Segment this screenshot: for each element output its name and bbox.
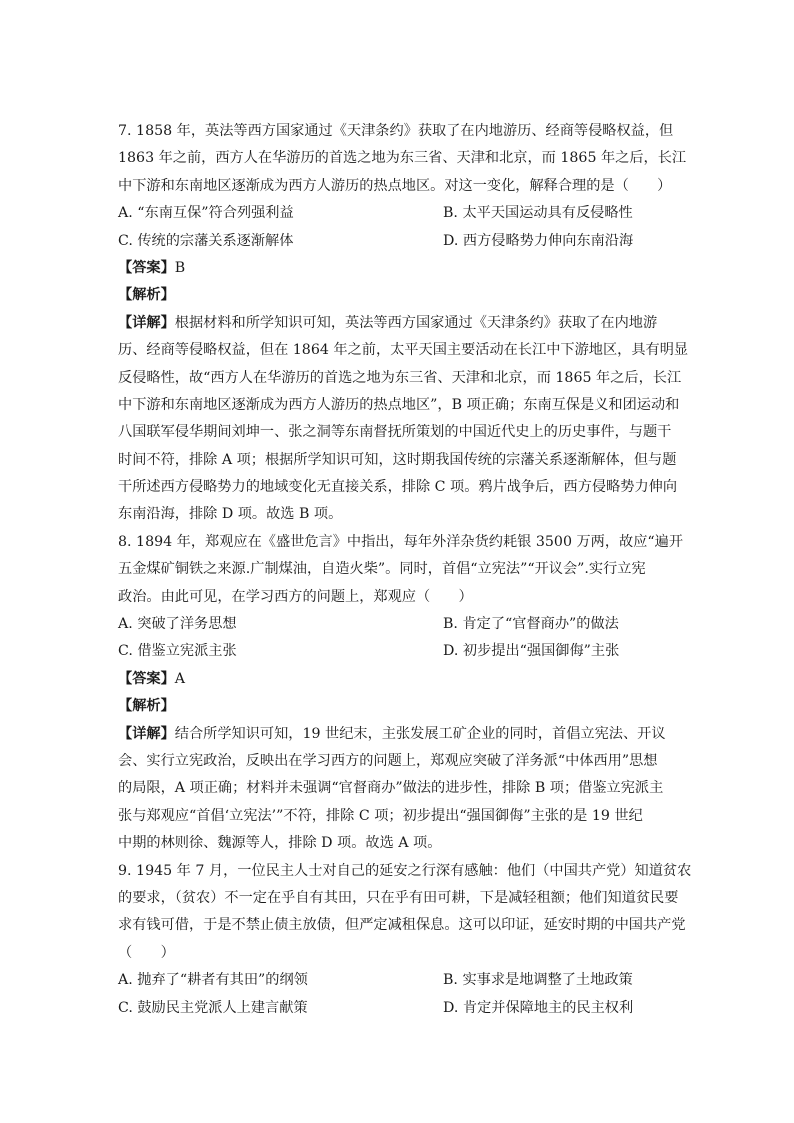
question-stem-line: 中下游和东南地区逐渐成为西方人游历的热点地区。对这一变化，解释合理的是（ ） [118, 177, 672, 194]
question-7 [118, 118, 689, 529]
question-stem-line: 五金煤矿铜铁之来源.广制煤油，自造火柴”。同时，首倡“立宪法”“开议会”.实行立宪 [118, 561, 646, 578]
options-row [118, 228, 678, 255]
options-row [118, 638, 678, 665]
answer-row [118, 666, 678, 693]
options-row [118, 967, 678, 994]
option-d: D. 西方侵略势力伸向东南沿海 [443, 232, 634, 249]
option-b: B. 肯定了“官督商办”的做法 [443, 616, 619, 633]
detail-text: 结合所学知识可知，19 世纪末，主张发展工矿企业的同时，首倡立宪法、开议 [174, 725, 666, 742]
question-stem-line: 7. 1858 年，英法等西方国家通过《天津条约》获取了在内地游历、经商等侵略权益，但 [118, 123, 674, 139]
detail-tag: 【详解】 [118, 314, 175, 331]
answer-row [118, 255, 678, 282]
option-a: A. 抛弃了“耕者有其田”的纲领 [118, 972, 308, 989]
option-c: C. 借鉴立宪派主张 [118, 643, 237, 660]
detail-line: 会、实行立宪政治，反映出在学习西方的问题上，郑观应突破了洋务派“中体西用”思想 [118, 752, 658, 769]
options-row [118, 995, 678, 1022]
analysis-tag: 【解析】 [118, 287, 175, 304]
option-b: B. 太平天国运动具有反侵略性 [443, 205, 633, 222]
option-d: D. 肯定并保障地主的民主权利 [443, 999, 634, 1016]
question-stem-line: 1863 年之前，西方人在华游历的首选之地为东三省、天津和北京，而 1865 年之后，长江 [118, 150, 687, 167]
detail-line: 八国联军侵华期间刘坤一、张之洞等东南督抚所策划的中国近代史上的历史事件，与题干 [118, 424, 672, 441]
detail-line [118, 721, 678, 748]
question-stem-line: （ ） [118, 944, 175, 961]
question-9 [118, 858, 692, 1022]
question-stem-line: 求有钱可借，于是不禁止债主放债，但严定减租保息。这可以印证，延安时期的中国共产党 [118, 917, 686, 934]
detail-line: 的局限，A 项正确；材料并未强调“官督商办”做法的进步性，排除 B 项；借鉴立宪派主 [118, 780, 664, 797]
detail-tag: 【详解】 [118, 725, 175, 742]
detail-line: 反侵略性，故“西方人在华游历的首选之地为东三省、天津和北京，而 1865 年之后，长江 [118, 369, 682, 386]
detail-line: 干所述西方侵略势力的地域变化无直接关系，排除 C 项。鸦片战争后，西方侵略势力伸向 [118, 479, 678, 496]
answer-tag: 【答案】 [118, 259, 175, 276]
analysis-row [118, 282, 678, 309]
detail-line: 中下游和东南地区逐渐成为西方人游历的热点地区”，B 项正确；东南互保是义和团运动和 [118, 396, 680, 413]
option-b: B. 实事求是地调整了土地政策 [443, 972, 633, 989]
option-a: A. 突破了洋务思想 [118, 616, 237, 633]
detail-text: 根据材料和所学知识可知，英法等西方国家通过《天津条约》获取了在内地游 [174, 314, 658, 331]
option-a: A. “东南互保”符合列强利益 [118, 205, 294, 222]
answer-tag: 【答案】 [118, 670, 175, 687]
detail-line: 东南沿海，排除 D 项。故选 B 项。 [118, 506, 343, 523]
option-c: C. 传统的宗藩关系逐渐解体 [118, 232, 294, 249]
answer-value: B [174, 259, 186, 276]
option-d: D. 初步提出“强国御侮”主张 [443, 643, 620, 660]
option-c: C. 鼓励民主党派人上建言献策 [118, 999, 308, 1016]
analysis-tag: 【解析】 [118, 698, 175, 715]
detail-line [118, 310, 678, 337]
detail-line: 中期的林则徐、魏源等人，排除 D 项。故选 A 项。 [118, 835, 442, 852]
exam-page [118, 118, 692, 1022]
detail-line: 张与郑观应“首倡‘立宪法’”不符，排除 C 项；初步提出“强国御侮”主张的是 19 世纪 [118, 807, 643, 824]
detail-line: 历、经商等侵略权益，但在 1864 年之前，太平天国主要活动在长江中下游地区，具有明显 [118, 342, 689, 359]
options-row [118, 611, 678, 638]
answer-value: A [174, 670, 186, 687]
question-stem-line: 8. 1894 年，郑观应在《盛世危言》中指出，每年外洋杂货约耗银 3500 万两，故应“遍开 [118, 533, 684, 550]
detail-line: 时间不符，排除 A 项；根据所学知识可知，这时期我国传统的宗藩关系逐渐解体，但与题 [118, 451, 677, 468]
question-stem-line: 9. 1945 年 7 月，一位民主人士对自己的延安之行深有感触：他们（中国共产党）知道贫农 [118, 862, 692, 879]
question-stem-line: 政治。由此可见，在学习西方的问题上，郑观应（ ） [118, 588, 473, 605]
question-8 [118, 529, 684, 858]
analysis-row [118, 693, 678, 720]
question-stem-line: 的要求，（贫农）不一定在乎自有其田，只在乎有田可耕，下是减轻租额；他们知道贫民要 [118, 889, 679, 906]
options-row [118, 200, 678, 227]
